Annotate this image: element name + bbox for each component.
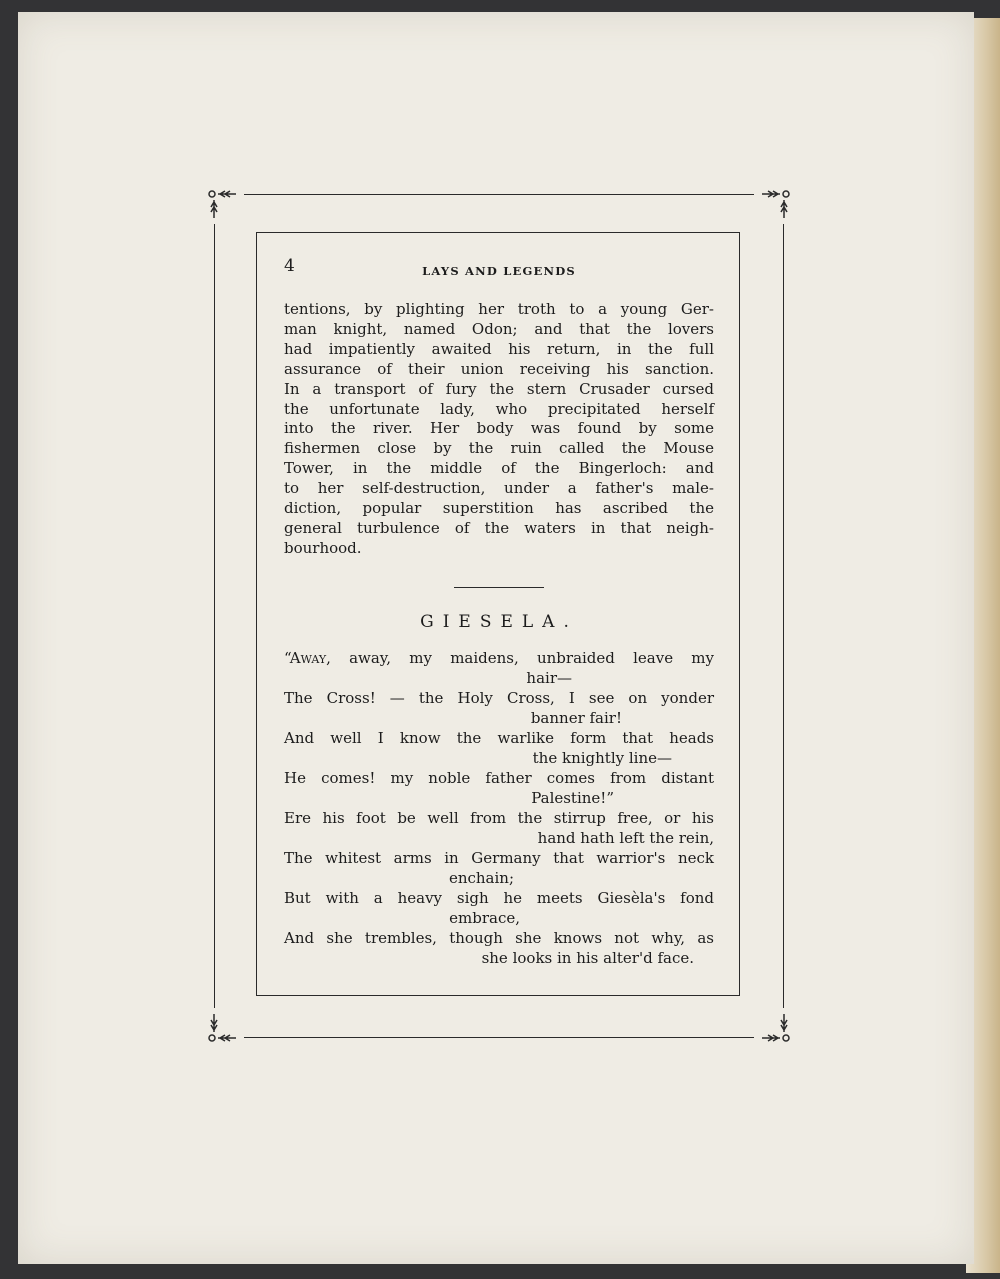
poem-line: The Cross! — the Holy Cross, I see on yonder xyxy=(284,688,714,707)
poem-line xyxy=(284,648,714,668)
running-head-title: LAYS AND LEGENDS xyxy=(422,264,576,278)
poem-line: But with a heavy sigh he meets Giesèla's fond xyxy=(284,888,714,907)
prose-line: the unfortunate lady, who precipitated herself xyxy=(284,399,714,418)
corner-ornament-top-left-icon xyxy=(206,186,240,220)
prose-line: had impatiently awaited his return, in the full xyxy=(284,339,714,358)
prose-line: general turbulence of the waters in that neigh- xyxy=(284,518,714,537)
poem-turnover: the knightly line— xyxy=(532,748,672,767)
poem-turnover: Palestine!” xyxy=(531,788,614,807)
page-content xyxy=(284,258,714,968)
prose-paragraph xyxy=(284,300,714,559)
poem-turnover: she looks in his alter'd face. xyxy=(481,948,694,967)
poem-line: The whitest arms in Germany that warrior's neck xyxy=(284,848,714,867)
poem-turnover: embrace, xyxy=(449,908,520,927)
section-divider xyxy=(454,587,544,588)
poem-turnover: enchain; xyxy=(448,868,514,887)
running-head xyxy=(284,258,714,280)
border-top-rule xyxy=(244,194,754,195)
corner-ornament-bottom-left-icon xyxy=(206,1012,240,1046)
prose-line: man knight, named Odon; and that the lovers xyxy=(284,319,714,338)
corner-ornament-bottom-right-icon xyxy=(758,1012,792,1046)
poem-line: Ere his foot be well from the stirrup free, or his xyxy=(284,808,714,827)
border-left-rule xyxy=(214,224,215,1008)
prose-line: In a transport of fury the stern Crusader cursed xyxy=(284,379,714,398)
prose-line: diction, popular superstition has ascribed the xyxy=(284,499,714,518)
poem-line-rest: , away, my maidens, unbraided leave my xyxy=(326,648,714,667)
prose-line: into the river. Her body was found by some xyxy=(284,419,714,438)
border-bottom-rule xyxy=(244,1037,754,1038)
prose-line: Tower, in the middle of the Bingerloch: and xyxy=(284,459,714,478)
prose-line: assurance of their union receiving his sanction. xyxy=(284,359,714,378)
page-number: 4 xyxy=(284,256,296,276)
poem-turnover: banner fair! xyxy=(530,708,622,727)
border-right-rule xyxy=(783,224,784,1008)
poem-turnover: hair— xyxy=(526,668,572,687)
poem xyxy=(284,648,714,968)
poem-title: GIESELA. xyxy=(420,611,578,632)
prose-line: bourhood. xyxy=(284,538,362,557)
poem-turnover: hand hath left the rein, xyxy=(537,828,714,847)
poem-line: And well I know the warlike form that heads xyxy=(284,728,714,747)
prose-line: to her self-destruction, under a father's male- xyxy=(284,479,714,498)
poem-first-word: “Away xyxy=(284,648,327,667)
corner-ornament-top-right-icon xyxy=(758,186,792,220)
prose-line: fishermen close by the ruin called the Mouse xyxy=(284,439,714,458)
poem-line: He comes! my noble father comes from distant xyxy=(284,768,714,787)
prose-line: tentions, by plighting her troth to a young Ger- xyxy=(284,300,714,318)
poem-line: And she trembles, though she knows not why, as xyxy=(284,928,714,947)
